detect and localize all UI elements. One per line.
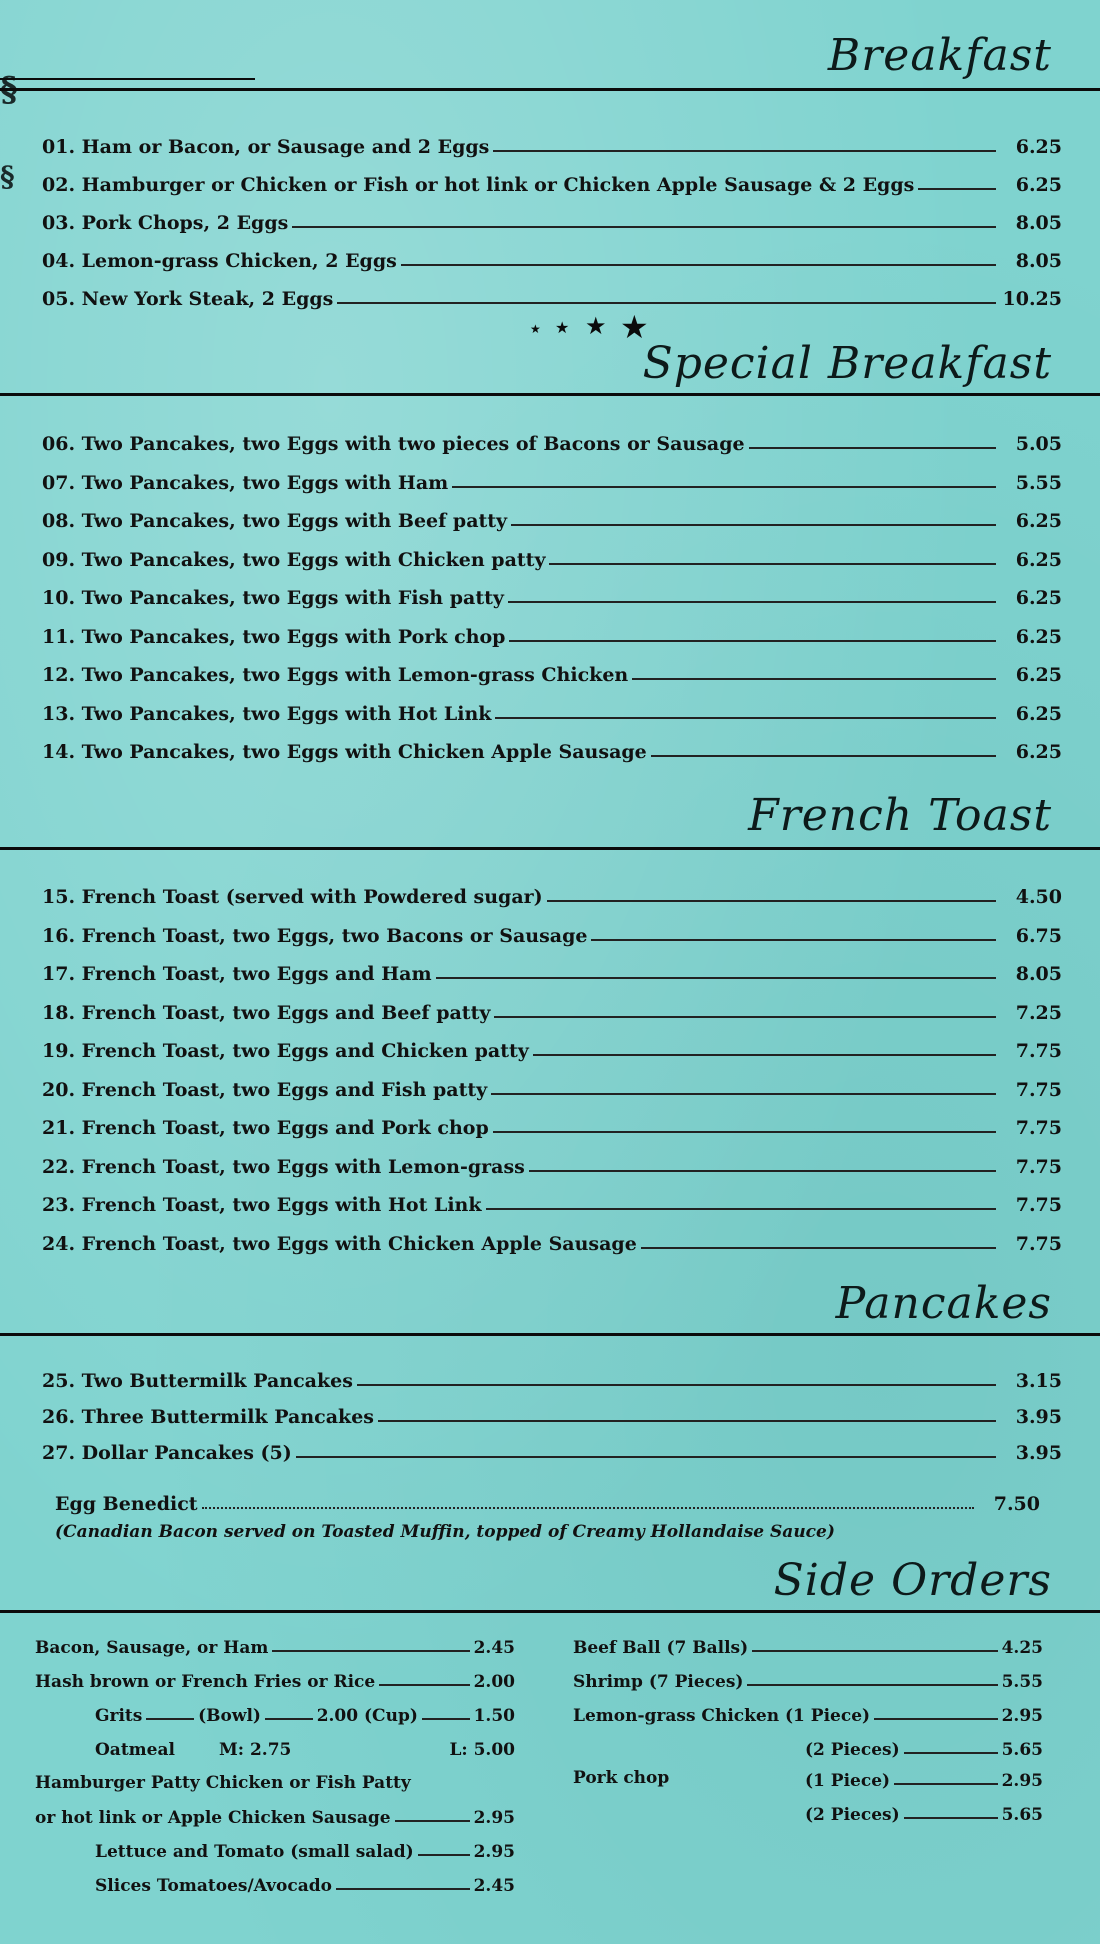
side-item-beef-ball <box>573 1630 1043 1658</box>
side-item-lemongrass-2 <box>805 1732 1043 1760</box>
item-name: Egg Benedict <box>55 1493 198 1515</box>
item-name: 06. Two Pancakes, two Eggs with two pieces of Bacons or Sausage <box>42 433 745 455</box>
item-price: 3.95 <box>1015 1442 1062 1464</box>
item-name: 13. Two Pancakes, two Eggs with Hot Link <box>42 702 492 725</box>
item-name: or hot link or Apple Chicken Sausage <box>35 1808 391 1828</box>
leader-dots <box>591 939 996 941</box>
item-price: 7.75 <box>1015 1155 1062 1178</box>
menu-item <box>42 1109 1062 1139</box>
special-breakfast-title: Special Breakfast <box>642 338 1052 389</box>
item-name: Lemon-grass Chicken (1 Piece) <box>573 1706 871 1726</box>
menu-item <box>42 242 1062 272</box>
item-price: 8.05 <box>1015 963 1062 985</box>
menu-item <box>42 1362 1062 1392</box>
side-rule <box>0 1610 1100 1613</box>
side-item-oatmeal <box>95 1732 515 1760</box>
item-price: 6.25 <box>1015 548 1062 571</box>
leader-dots <box>641 1247 996 1249</box>
leader-dots <box>632 678 996 680</box>
star-icon: ★ <box>555 318 570 337</box>
side-item-lettuce <box>95 1834 515 1862</box>
leader-dots <box>422 1718 470 1720</box>
item-price: 6.25 <box>1015 702 1062 725</box>
item-price: 7.75 <box>1015 1078 1062 1101</box>
item-price: 2.45 <box>473 1876 515 1896</box>
item-price: 5.55 <box>1001 1672 1043 1692</box>
item-price: 6.75 <box>1015 924 1062 947</box>
grits-bowl-price: 2.00 (Cup) <box>316 1706 418 1726</box>
side-item-slices <box>95 1868 515 1896</box>
item-price: 10.25 <box>1002 288 1062 310</box>
item-price: 2.95 <box>1001 1706 1043 1726</box>
item-name: Oatmeal <box>95 1740 175 1760</box>
item-name: 19. French Toast, two Eggs and Chicken patty <box>42 1040 529 1062</box>
item-name: Lettuce and Tomato (small salad) <box>95 1842 414 1862</box>
item-price: 5.05 <box>1015 433 1062 455</box>
leader-dots <box>529 1170 996 1172</box>
menu-item <box>42 917 1062 947</box>
menu-item <box>42 128 1062 158</box>
leader-dots <box>202 1507 974 1509</box>
leader-dots <box>894 1783 998 1785</box>
leader-dots <box>747 1684 997 1686</box>
item-name: 09. Two Pancakes, two Eggs with Chicken patty <box>42 548 546 571</box>
item-name: Grits <box>95 1706 143 1726</box>
item-name: 25. Two Buttermilk Pancakes <box>42 1370 353 1392</box>
oatmeal-l-price: L: 5.00 <box>449 1740 515 1760</box>
french-toast-title: French Toast <box>748 790 1052 841</box>
leader-dots <box>292 226 996 228</box>
menu-item <box>42 994 1062 1024</box>
leader-dots <box>336 1888 470 1890</box>
item-price: 1.50 <box>473 1706 515 1726</box>
menu-item <box>42 425 1062 455</box>
leader-dots <box>511 524 996 526</box>
item-name: (2 Pieces) <box>805 1740 900 1760</box>
item-name: Shrimp (7 Pieces) <box>573 1672 744 1692</box>
item-name: 08. Two Pancakes, two Eggs with Beef patty <box>42 510 508 532</box>
side-item-hash <box>35 1664 515 1692</box>
leader-dots <box>752 1650 997 1652</box>
side-item-lemongrass-1 <box>573 1698 1043 1726</box>
menu-item <box>42 618 1062 648</box>
leader-dots <box>357 1384 996 1386</box>
menu-item <box>42 204 1062 234</box>
item-name: (1 Piece) <box>805 1771 891 1791</box>
item-name: 07. Two Pancakes, two Eggs with Ham <box>42 471 449 494</box>
menu-item <box>42 878 1062 908</box>
item-name: 11. Two Pancakes, two Eggs with Pork chop <box>42 625 506 648</box>
side-item-pork-2 <box>805 1797 1043 1825</box>
item-price: 6.25 <box>1015 510 1062 532</box>
leader-dots <box>452 486 996 488</box>
item-name: 05. New York Steak, 2 Eggs <box>42 288 334 310</box>
breakfast-title: Breakfast <box>827 30 1052 81</box>
item-price: 2.00 <box>473 1672 515 1692</box>
egg-benedict-note: (Canadian Bacon served on Toasted Muffin, topped of Creamy Hollandaise Sauce) <box>55 1522 835 1542</box>
item-price: 7.25 <box>1015 1001 1062 1024</box>
grits-bowl: (Bowl) <box>198 1706 261 1726</box>
item-price: 7.50 <box>993 1493 1040 1515</box>
side-item-pork-label: Pork chop <box>573 1768 670 1788</box>
menu-item <box>42 1225 1062 1255</box>
item-name: 02. Hamburger or Chicken or Fish or hot link or Chicken Apple Sausage & 2 Eggs <box>42 174 915 196</box>
item-price: 4.50 <box>1015 886 1062 908</box>
leader-dots <box>272 1650 469 1652</box>
item-name: 10. Two Pancakes, two Eggs with Fish patty <box>42 587 504 609</box>
item-price: 6.25 <box>1015 741 1062 763</box>
leader-dots <box>904 1817 998 1819</box>
menu-item <box>42 1434 1062 1464</box>
leader-dots <box>337 302 996 304</box>
side-item-patty <box>35 1800 515 1828</box>
item-price: 6.25 <box>1015 136 1062 158</box>
item-price: 2.45 <box>473 1638 515 1658</box>
menu-item <box>42 541 1062 571</box>
pancakes-rule <box>0 1333 1100 1336</box>
leader-dots <box>491 1093 996 1095</box>
leader-dots <box>749 447 996 449</box>
item-name: Hash brown or French Fries or Rice <box>35 1672 376 1692</box>
item-name: Bacon, Sausage, or Ham <box>35 1638 269 1658</box>
item-price: 8.05 <box>1015 212 1062 234</box>
star-icon: ★ <box>530 322 541 336</box>
item-name: 26. Three Buttermilk Pancakes <box>42 1406 374 1428</box>
special-rule <box>0 393 1100 396</box>
item-price: 3.95 <box>1015 1406 1062 1428</box>
item-name: 24. French Toast, two Eggs with Chicken Apple Sausage <box>42 1232 637 1255</box>
star-icon: ★ <box>585 312 607 340</box>
menu-item <box>42 733 1062 763</box>
menu-item <box>42 656 1062 686</box>
leader-dots <box>904 1752 998 1754</box>
breakfast-rule <box>0 88 1100 91</box>
item-price: 2.95 <box>1001 1771 1043 1791</box>
item-name: 15. French Toast (served with Powdered sugar) <box>42 886 543 908</box>
french-rule <box>0 847 1100 850</box>
side-item-patty-line1: Hamburger Patty Chicken or Fish Patty <box>35 1773 411 1793</box>
leader-dots <box>146 1718 194 1720</box>
leader-dots <box>418 1854 470 1856</box>
leader-dots <box>874 1718 998 1720</box>
leader-dots <box>918 188 996 190</box>
leader-dots <box>651 755 996 757</box>
item-price: 8.05 <box>1015 250 1062 272</box>
leader-dots <box>296 1456 996 1458</box>
item-price: 5.65 <box>1001 1740 1043 1760</box>
leader-dots <box>495 717 996 719</box>
item-price: 7.75 <box>1015 1040 1062 1062</box>
menu-item <box>42 1032 1062 1062</box>
menu-item <box>42 955 1062 985</box>
leader-dots <box>486 1208 996 1210</box>
menu-item <box>42 280 1062 310</box>
item-price: 7.75 <box>1015 1194 1062 1216</box>
item-name: 03. Pork Chops, 2 Eggs <box>42 212 289 234</box>
leader-dots <box>508 601 996 603</box>
menu-item <box>42 579 1062 609</box>
item-price: 5.55 <box>1015 471 1062 494</box>
leader-dots <box>549 563 996 565</box>
item-price: 6.25 <box>1015 174 1062 196</box>
side-item-pork-1 <box>805 1763 1043 1791</box>
item-name: 14. Two Pancakes, two Eggs with Chicken Apple Sausage <box>42 741 647 763</box>
leader-dots <box>395 1820 470 1822</box>
menu-item <box>42 1148 1062 1178</box>
item-price: 4.25 <box>1001 1638 1043 1658</box>
item-name: 12. Two Pancakes, two Eggs with Lemon-grass Chicken <box>42 664 629 686</box>
item-name: (2 Pieces) <box>805 1805 900 1825</box>
item-price: 5.65 <box>1001 1805 1043 1825</box>
item-name: Beef Ball (7 Balls) <box>573 1638 749 1658</box>
item-name: 04. Lemon-grass Chicken, 2 Eggs <box>42 250 397 272</box>
leader-dots <box>494 1016 996 1018</box>
menu-item <box>42 502 1062 532</box>
leader-dots <box>533 1054 996 1056</box>
egg-benedict-item <box>55 1485 1040 1515</box>
side-orders-title: Side Orders <box>773 1555 1052 1606</box>
item-price: 2.95 <box>473 1808 515 1828</box>
item-name: Slices Tomatoes/Avocado <box>95 1876 332 1896</box>
item-price: 6.25 <box>1015 625 1062 648</box>
pancakes-title: Pancakes <box>835 1278 1052 1329</box>
menu-item <box>42 1071 1062 1101</box>
oatmeal-m-price: M: 2.75 <box>218 1740 292 1760</box>
star-icon: ★ <box>620 308 649 346</box>
leader-dots <box>401 264 996 266</box>
item-price: 3.15 <box>1015 1370 1062 1392</box>
leader-dots <box>378 1420 996 1422</box>
item-price: 6.25 <box>1015 587 1062 609</box>
leader-dots <box>436 977 996 979</box>
leader-dots <box>493 1131 996 1133</box>
item-name: 23. French Toast, two Eggs with Hot Link <box>42 1194 482 1216</box>
side-item-shrimp <box>573 1664 1043 1692</box>
item-name: 20. French Toast, two Eggs and Fish patty <box>42 1078 488 1101</box>
menu-item <box>42 1398 1062 1428</box>
swirl-ornament: § <box>0 160 15 193</box>
item-price: 7.75 <box>1015 1232 1062 1255</box>
breakfast-left-rule <box>0 78 255 80</box>
item-name: 17. French Toast, two Eggs and Ham <box>42 963 432 985</box>
item-name: 18. French Toast, two Eggs and Beef patty <box>42 1001 491 1024</box>
leader-dots <box>265 1718 313 1720</box>
leader-dots <box>379 1684 469 1686</box>
item-name: 27. Dollar Pancakes (5) <box>42 1442 292 1464</box>
side-item-bacon <box>35 1630 515 1658</box>
item-price: 7.75 <box>1015 1117 1062 1139</box>
side-item-grits <box>95 1698 515 1726</box>
menu-item <box>42 695 1062 725</box>
leader-dots <box>547 900 996 902</box>
item-name: 22. French Toast, two Eggs with Lemon-grass <box>42 1155 525 1178</box>
item-name: 21. French Toast, two Eggs and Pork chop <box>42 1117 489 1139</box>
item-price: 6.25 <box>1015 664 1062 686</box>
leader-dots <box>493 150 996 152</box>
menu-item <box>42 1186 1062 1216</box>
item-price: 2.95 <box>473 1842 515 1862</box>
item-name: 16. French Toast, two Eggs, two Bacons or Sausage <box>42 924 588 947</box>
leader-dots <box>509 640 996 642</box>
menu-item <box>42 166 1062 196</box>
menu-item <box>42 464 1062 494</box>
item-name: 01. Ham or Bacon, or Sausage and 2 Eggs <box>42 136 490 158</box>
